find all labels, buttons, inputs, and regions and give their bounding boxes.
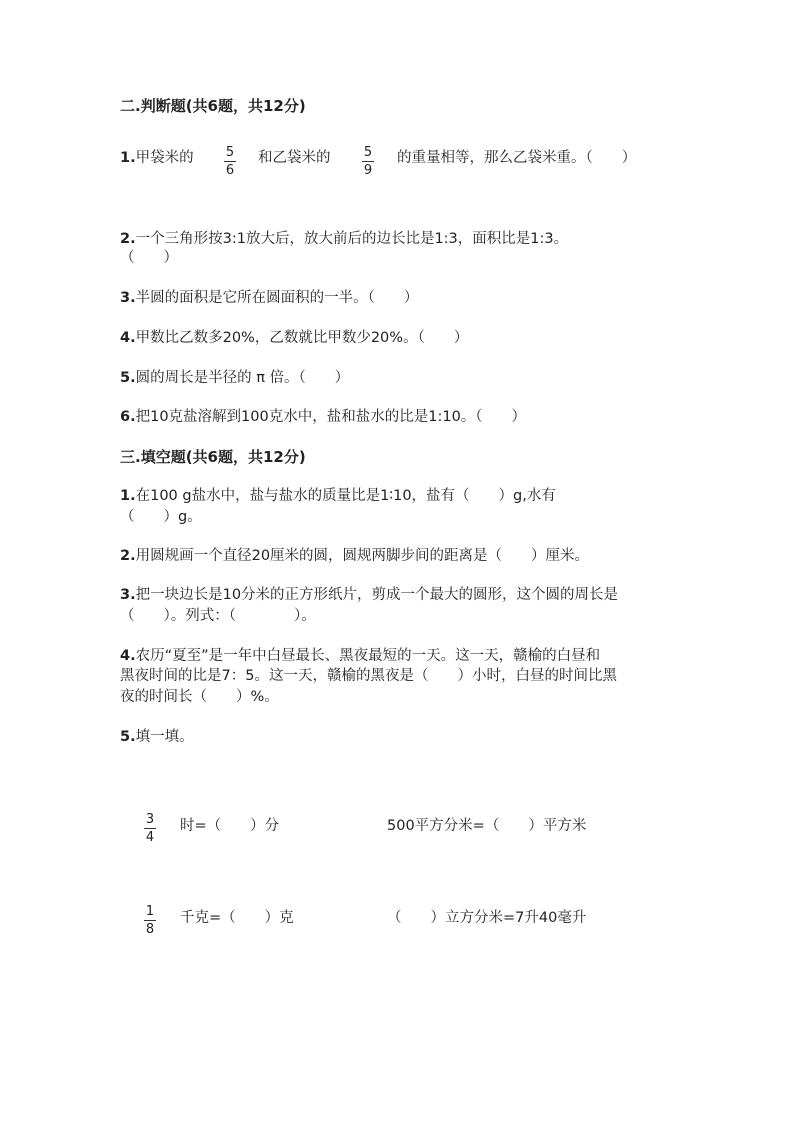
fraction-5-6	[222, 145, 238, 178]
question-text: 甲数比乙数多20%，乙数就比甲数少20%。（ ）	[135, 330, 469, 346]
question-text: 在100 g盐水中，盐与盐水的质量比是1∶10，盐有（ ）g,水有	[135, 488, 556, 504]
question-2-6	[120, 407, 526, 427]
question-text: 农历“夏至”是一年中白昼最长、黑夜最短的一天。这一天，赣榆的白昼和	[135, 648, 601, 664]
question-text: 把一块边长是10分米的正方形纸片，剪成一个最大的圆形，这个圆的周长是	[135, 587, 619, 603]
question-text-c: 的重量相等，那么乙袋米重。（ ）	[397, 150, 637, 166]
fill-item-mass: 千克=（ ）克	[180, 910, 294, 926]
section-2-title: 二.判断题(共6题，共12分)	[120, 97, 306, 115]
question-text: 一个三角形按3:1放大后，放大前后的边长比是1:3，面积比是1:3。	[135, 231, 569, 247]
question-2-3	[120, 288, 418, 308]
question-3-3	[120, 585, 618, 605]
fraction-denominator: 6	[225, 163, 235, 178]
question-3-4	[120, 646, 600, 666]
question-number: 2.	[120, 548, 136, 564]
question-2-2	[120, 229, 568, 249]
fill-item-area: 500平方分米=（ ）平方米	[387, 818, 587, 834]
fraction-denominator: 8	[145, 922, 155, 937]
question-number: 5.	[120, 370, 136, 386]
fraction-bar	[362, 161, 374, 162]
question-number: 3.	[120, 587, 136, 603]
question-2-2-answer: （ ）	[120, 250, 178, 266]
fraction-numerator: 5	[225, 145, 235, 160]
fraction-numerator: 5	[363, 145, 373, 160]
fraction-numerator: 1	[145, 904, 155, 919]
question-2-5	[120, 368, 349, 388]
question-3-2	[120, 546, 589, 566]
question-text: 圆的周长是半径的 π 倍。（ ）	[135, 370, 350, 386]
question-text-a: 甲袋米的	[135, 150, 194, 166]
fraction-3-4	[142, 812, 158, 845]
question-number: 3.	[120, 290, 136, 306]
question-3-3-line2: （ ）。列式：（ ）。	[120, 608, 316, 624]
fraction-1-8	[142, 904, 158, 937]
fraction-numerator: 3	[145, 812, 155, 827]
question-number: 2.	[120, 231, 136, 247]
fraction-5-9	[360, 145, 376, 178]
fraction-denominator: 4	[145, 830, 155, 845]
fill-item-volume: （ ）立方分米=7升40毫升	[387, 910, 587, 926]
fraction-denominator: 9	[363, 163, 373, 178]
question-3-5	[120, 727, 194, 747]
fraction-bar	[144, 828, 156, 829]
question-number: 4.	[120, 648, 136, 664]
question-2-4	[120, 328, 468, 348]
fraction-bar	[224, 161, 236, 162]
question-number: 1.	[120, 488, 136, 504]
question-3-4-line3: 夜的时间长（ ）%。	[120, 689, 279, 705]
question-3-1-line2: （ ）g。	[120, 509, 202, 525]
question-text: 半圆的面积是它所在圆面积的一半。（ ）	[135, 290, 419, 306]
section-3-title: 三.填空题(共6题，共12分)	[120, 448, 306, 466]
question-text: 填一填。	[135, 729, 194, 745]
question-3-4-line2: 黑夜时间的比是7：5。这一天，赣榆的黑夜是（ ）小时，白昼的时间比黑	[120, 668, 617, 684]
question-3-1	[120, 486, 556, 506]
question-text-b: 和乙袋米的	[258, 150, 331, 166]
fill-item-hours: 时=（ ）分	[180, 818, 280, 834]
question-text: 把10克盐溶解到100克水中，盐和盐水的比是1:10。（ ）	[135, 409, 527, 425]
question-number: 4.	[120, 330, 136, 346]
question-2-1	[120, 148, 194, 168]
question-number: 6.	[120, 409, 136, 425]
fraction-bar	[144, 920, 156, 921]
question-text: 用圆规画一个直径20厘米的圆，圆规两脚步间的距离是（ ）厘米。	[135, 548, 590, 564]
question-number: 1.	[120, 150, 136, 166]
question-number: 5.	[120, 729, 136, 745]
